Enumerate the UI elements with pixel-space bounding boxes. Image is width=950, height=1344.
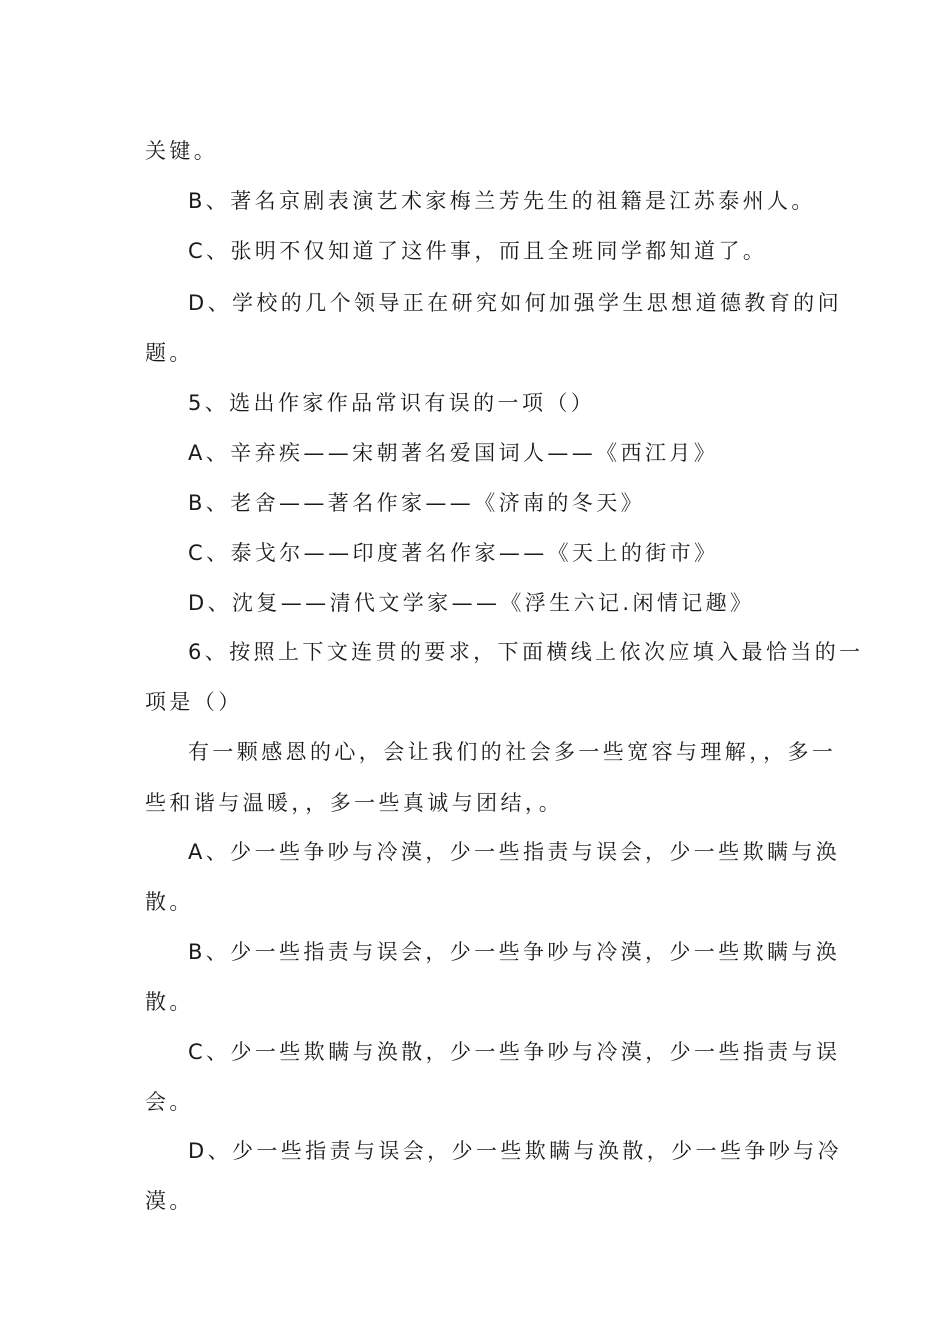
text-line: 项是（） bbox=[145, 690, 243, 714]
text-line: 题。 bbox=[145, 341, 194, 365]
text-line: 6、按照上下文连贯的要求，下面横线上依次应填入最恰当的一 bbox=[188, 640, 864, 664]
text-line: B、著名京剧表演艺术家梅兰芳先生的祖籍是江苏泰州人。 bbox=[188, 189, 816, 213]
text-line: C、少一些欺瞒与涣散，少一些争吵与冷漠，少一些指责与误 bbox=[188, 1040, 841, 1064]
text-line: 关键。 bbox=[145, 139, 219, 163]
text-line: 些和谐与温暖，，多一些真诚与团结，。 bbox=[145, 791, 564, 815]
text-line: A、少一些争吵与冷漠，少一些指责与误会，少一些欺瞒与涣 bbox=[188, 840, 841, 864]
text-line: 散。 bbox=[145, 890, 194, 914]
text-line: 漠。 bbox=[145, 1189, 194, 1213]
text-line: D、沈复——清代文学家——《浮生六记.闲情记趣》 bbox=[188, 591, 755, 615]
text-line: A、辛弃疾——宋朝著名爱国词人——《西江月》 bbox=[188, 441, 719, 465]
text-line: B、少一些指责与误会，少一些争吵与冷漠，少一些欺瞒与涣 bbox=[188, 940, 841, 964]
text-line: 会。 bbox=[145, 1090, 194, 1114]
text-line: 散。 bbox=[145, 990, 194, 1014]
text-line: C、张明不仅知道了这件事，而且全班同学都知道了。 bbox=[188, 239, 768, 263]
text-line: B、老舍——著名作家——《济南的冬天》 bbox=[188, 491, 646, 515]
text-line: 有一颗感恩的心，会让我们的社会多一些宽容与理解，，多一 bbox=[188, 740, 837, 764]
text-line: D、学校的几个领导正在研究如何加强学生思想道德教育的问 bbox=[188, 291, 842, 315]
text-line: 5、选出作家作品常识有误的一项（） bbox=[188, 391, 596, 415]
text-line: D、少一些指责与误会，少一些欺瞒与涣散，少一些争吵与冷 bbox=[188, 1139, 842, 1163]
text-line: C、泰戈尔——印度著名作家——《天上的街市》 bbox=[188, 541, 719, 565]
